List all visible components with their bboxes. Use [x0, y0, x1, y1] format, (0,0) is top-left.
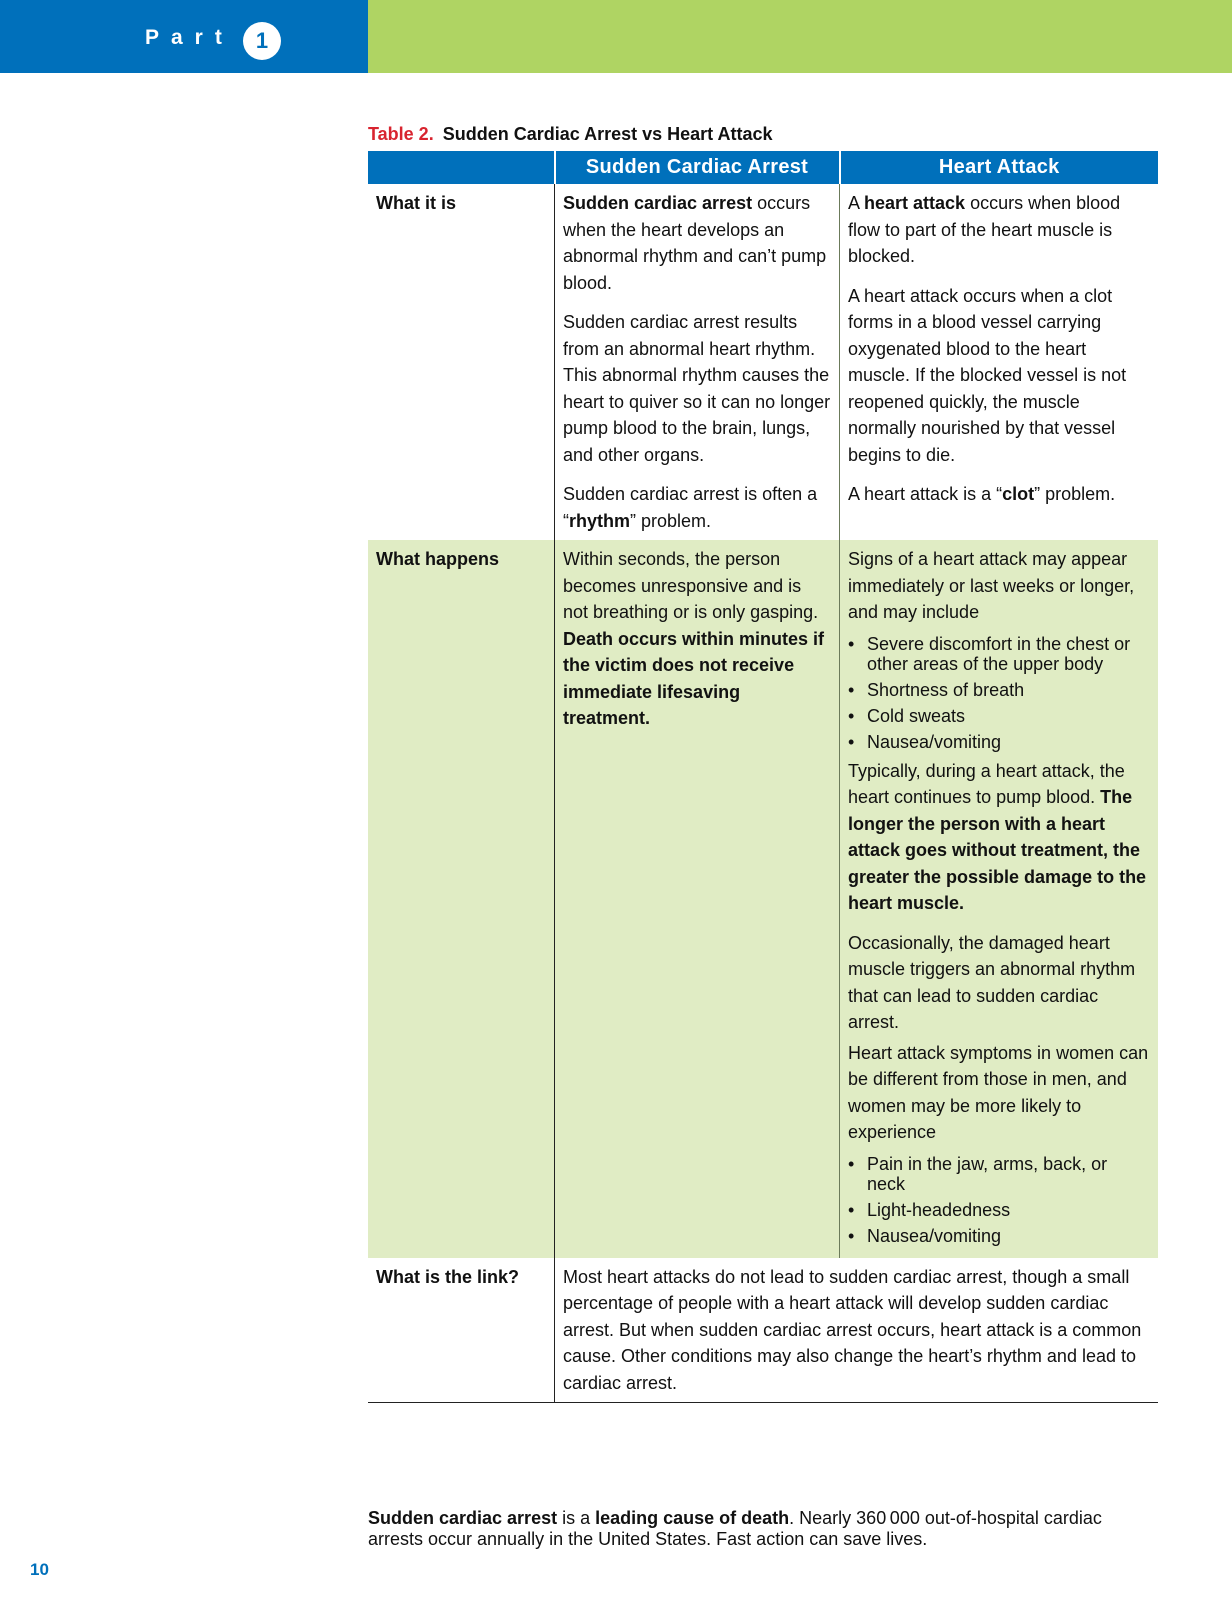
cell-ha-what-happens: [840, 540, 1159, 1258]
table-row: [368, 540, 1158, 1258]
footnote: [368, 1508, 1148, 1550]
text: is a: [557, 1508, 596, 1528]
paragraph: [563, 481, 831, 534]
text: occurs when blood flow to part of the heart muscle is blocked.: [848, 193, 1121, 266]
row-label-what-it-is: What it is: [376, 193, 456, 213]
paragraph: Heart attack symptoms in women can be different from those in men, and women may be more likely to experience: [848, 1042, 1149, 1142]
bold-text: Death occurs within minutes if the victim does not receive immediate lifesaving treatment.: [563, 628, 825, 728]
text: ” problem.: [630, 510, 712, 531]
table-caption: [368, 124, 773, 145]
text: Sudden cardiac arrest is often a “: [563, 484, 818, 531]
list-item: • Light-headedness: [867, 1200, 1150, 1220]
text: occurs when the heart develops an abnormal rhythm and can’t pump blood.: [563, 193, 827, 293]
text: A heart attack is a “: [848, 484, 1003, 504]
table-number: Table 2.: [368, 124, 434, 144]
header-empty: [368, 151, 555, 184]
header-sudden-cardiac-arrest: Sudden Cardiac Arrest: [555, 151, 840, 184]
paragraph: A heart attack occurs when a clot forms in a blood vessel carrying oxygenated blood to the heart muscle. If the blocked vessel is not reopened quickly, the muscle normally nourished by that vessel begins to die.: [848, 285, 1127, 465]
paragraph: [848, 758, 1150, 917]
paragraph: [848, 190, 1150, 270]
part-banner: [0, 0, 1232, 73]
bold-text: The longer the person with a heart attack goes without treatment, the greater the possible damage to the heart muscle.: [848, 787, 1147, 913]
page-number: 10: [30, 1560, 49, 1579]
bold-text: clot: [1002, 484, 1035, 504]
comparison-table: [368, 151, 1158, 1403]
cell-sca-what-happens: [555, 540, 840, 1258]
bold-text: Sudden cardiac arrest: [563, 193, 753, 213]
signs-list: [848, 634, 1150, 752]
row-label-what-is-the-link: What is the link?: [368, 1258, 555, 1403]
list-item: • Pain in the jaw, arms, back, or neck: [867, 1154, 1150, 1194]
table-row: [368, 1258, 1158, 1403]
paragraph: Signs of a heart attack may appear immediately or last weeks or longer, and may include: [848, 549, 1135, 622]
list-item: • Cold sweats: [867, 706, 1150, 726]
paragraph: [848, 481, 1150, 508]
header-heart-attack: Heart Attack: [840, 151, 1159, 184]
bold-text: leading cause of death: [595, 1508, 790, 1528]
text: . Nearly 360 000 out-of-hospital cardiac arrests occur annually in the United States. Fast action can save lives.: [368, 1508, 1102, 1549]
table-title: Sudden Cardiac Arrest vs Heart Attack: [442, 124, 773, 144]
list-item: • Shortness of breath: [867, 680, 1150, 700]
cell-sca-what-it-is: [555, 184, 840, 540]
paragraph: [563, 546, 831, 732]
banner-green-block: [368, 0, 1232, 73]
table-row: [368, 184, 1158, 540]
text: A: [848, 193, 865, 213]
bold-text: heart attack: [864, 193, 966, 213]
text: Within seconds, the person becomes unresponsive and is not breathing or is only gasping.: [563, 549, 819, 622]
text: Typically, during a heart attack, the heart continues to pump blood.: [848, 760, 1125, 807]
table-header-row: [368, 151, 1158, 184]
cell-link-text: Most heart attacks do not lead to sudden cardiac arrest, though a small percentage of people with a heart attack will develop sudden cardiac arrest. But when sudden cardiac arrest occurs, heart attack is a common cause. Other conditions may also change the heart’s rhythm and lead to cardiac arrest.: [555, 1258, 1159, 1403]
women-signs-list: [848, 1154, 1150, 1246]
bold-text: Sudden cardiac arrest: [368, 1508, 558, 1528]
part-label: Part: [145, 26, 234, 49]
list-item: • Nausea/vomiting: [867, 732, 1150, 752]
bold-text: rhythm: [569, 510, 631, 531]
cell-ha-what-it-is: [840, 184, 1159, 540]
paragraph: Occasionally, the damaged heart muscle triggers an abnormal rhythm that can lead to sudden cardiac arrest.: [848, 932, 1136, 1032]
text: ” problem.: [1034, 484, 1116, 504]
row-label-what-happens: What happens: [368, 540, 555, 1258]
list-item: • Nausea/vomiting: [867, 1226, 1150, 1246]
list-item: • Severe discomfort in the chest or other areas of the upper body: [867, 634, 1150, 674]
paragraph: Sudden cardiac arrest results from an abnormal heart rhythm. This abnormal rhythm causes the heart to quiver so it can no longer pump blood to the brain, lungs, and other organs.: [563, 312, 831, 465]
paragraph: [563, 190, 831, 296]
part-number-badge: 1: [243, 22, 281, 60]
